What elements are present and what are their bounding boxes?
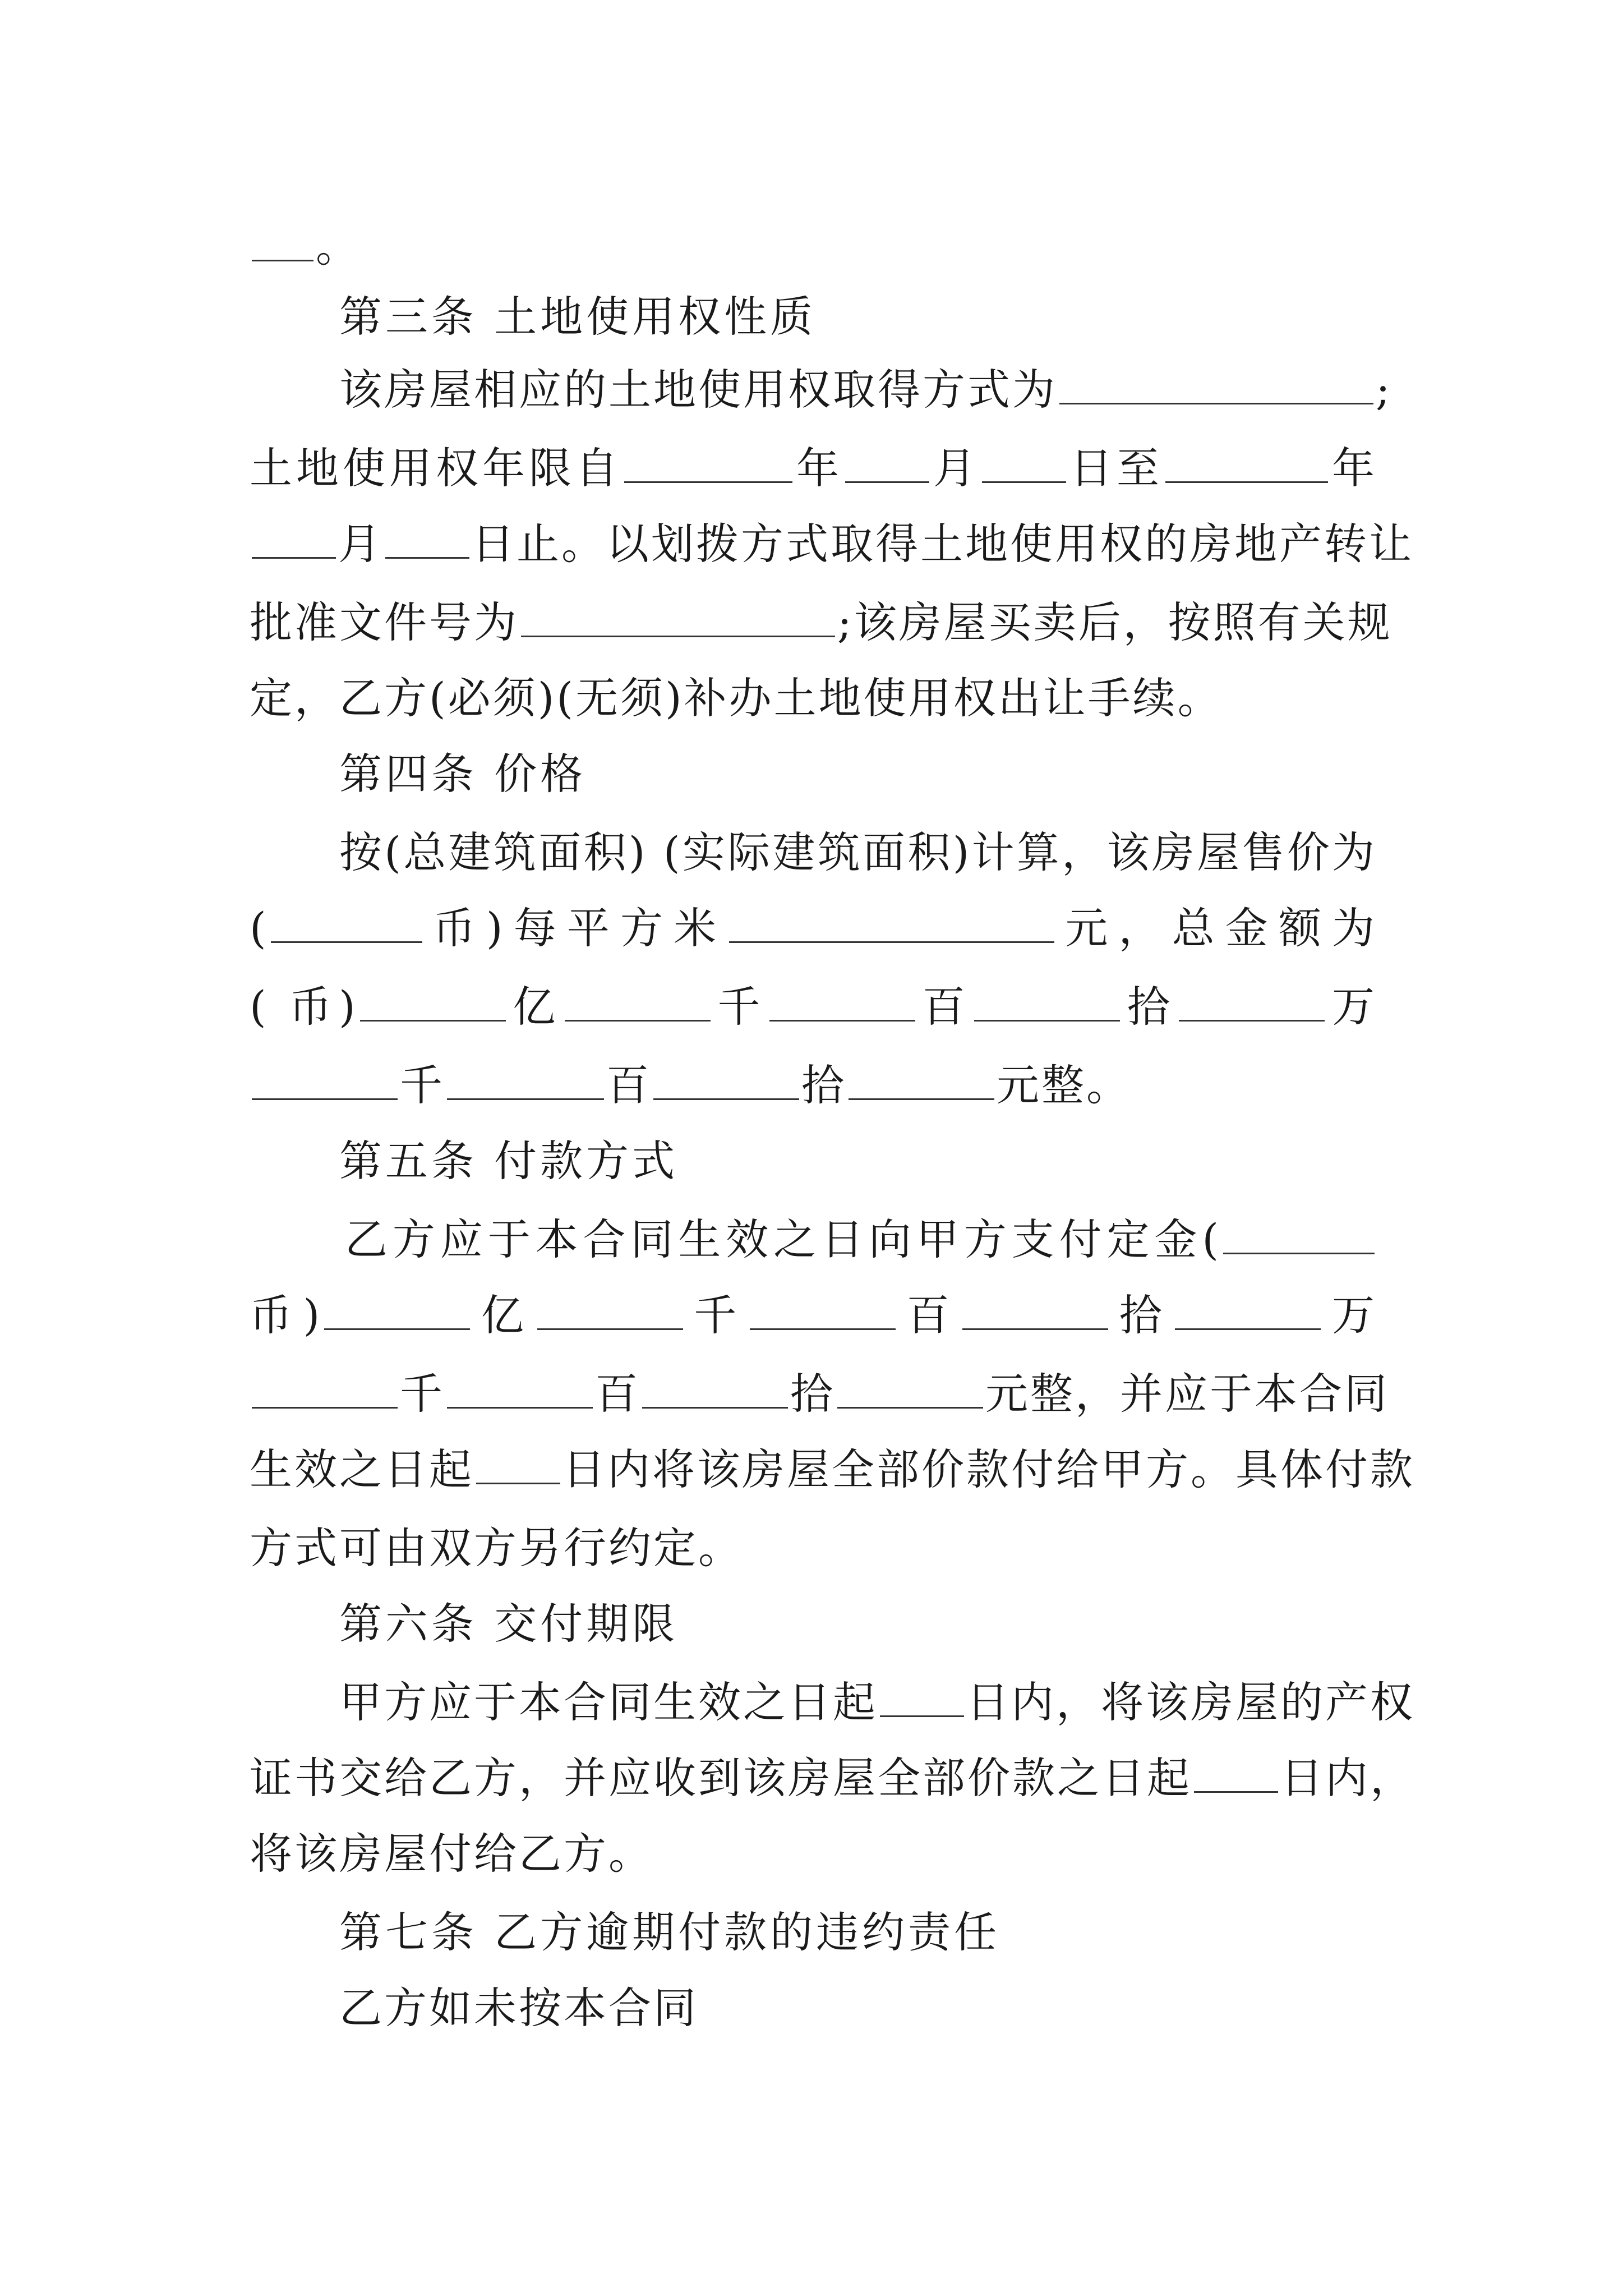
text-line bbox=[345, 1212, 1377, 1268]
text-line: 乙方如未按本合同 bbox=[339, 1983, 698, 2033]
fill-blank bbox=[845, 442, 929, 483]
fill-blank bbox=[252, 518, 336, 559]
fill-blank bbox=[271, 902, 422, 943]
line-text: 币) bbox=[250, 1290, 322, 1340]
text-line bbox=[250, 1442, 1415, 1498]
article-heading: 第七条 乙方逾期付款的违约责任 bbox=[339, 1907, 1000, 1957]
line-text: ;该房屋买卖后，按照有关规 bbox=[837, 597, 1393, 647]
line-text: 甲方应于本合同生效之日起 bbox=[339, 1677, 878, 1727]
line-text: ; bbox=[1376, 365, 1393, 415]
fill-blank bbox=[880, 1676, 964, 1717]
line-text: 拾 bbox=[790, 1369, 835, 1419]
line-text: 亿 bbox=[472, 1290, 535, 1340]
text-line bbox=[250, 1057, 1377, 1114]
fill-blank bbox=[729, 902, 1054, 943]
line-text: 千 bbox=[400, 1369, 445, 1419]
fill-blank bbox=[252, 1368, 398, 1409]
fill-blank bbox=[537, 1289, 683, 1330]
line-text: 日止。以划拨方式取得土地使用权的房地产转让 bbox=[472, 519, 1414, 569]
line-text: 元整，并应于本合同 bbox=[985, 1369, 1389, 1419]
line-text: 拾 bbox=[1110, 1290, 1173, 1340]
line-text: 元整。 bbox=[997, 1060, 1131, 1110]
line-text: 千 bbox=[712, 982, 768, 1032]
line-text: 币)每平方米 bbox=[424, 903, 727, 953]
line-text: 百 bbox=[595, 1369, 640, 1419]
text-line bbox=[339, 362, 1393, 418]
line-text: 百 bbox=[606, 1060, 651, 1110]
fill-blank bbox=[982, 442, 1066, 483]
text-line bbox=[250, 516, 1414, 572]
text-line bbox=[250, 1366, 1389, 1422]
article-heading: 第三条 土地使用权性质 bbox=[339, 292, 817, 342]
line-text: 月 bbox=[932, 443, 980, 493]
text-line: 定，乙方(必须)(无须)补办土地使用权出让手续。 bbox=[250, 673, 1223, 723]
fill-blank bbox=[1179, 981, 1325, 1022]
line-text: 土地使用权年限自 bbox=[250, 443, 622, 493]
fill-blank bbox=[1165, 442, 1328, 483]
article-heading: 第五条 付款方式 bbox=[339, 1136, 679, 1186]
article-heading: 第六条 交付期限 bbox=[339, 1599, 679, 1649]
fill-blank bbox=[837, 1368, 983, 1409]
text-line bbox=[339, 1674, 1415, 1731]
fill-blank bbox=[624, 442, 792, 483]
line-text: 万 bbox=[1327, 982, 1377, 1032]
text-line bbox=[250, 595, 1393, 651]
fill-blank bbox=[447, 1059, 604, 1100]
line-text: 百 bbox=[917, 982, 972, 1032]
line-text: 月 bbox=[338, 519, 383, 569]
text-line bbox=[250, 979, 1377, 1035]
fill-blank bbox=[962, 1289, 1108, 1330]
line-text: 该房屋相应的土地使用权取得方式为 bbox=[339, 365, 1057, 415]
fill-blank bbox=[252, 220, 313, 261]
line-text: 乙方应于本合同生效之日向甲方支付定金( bbox=[345, 1214, 1221, 1264]
text-line bbox=[250, 900, 1377, 956]
fill-blank bbox=[324, 1289, 470, 1330]
text-line: 按(总建筑面积) (实际建筑面积)计算，该房屋售价为 bbox=[339, 827, 1377, 877]
text-line bbox=[250, 440, 1377, 496]
line-text: 拾 bbox=[801, 1060, 846, 1110]
fill-blank bbox=[642, 1368, 788, 1409]
line-text: 元，总金额为 bbox=[1057, 903, 1377, 953]
fill-blank bbox=[1223, 1213, 1375, 1254]
fill-blank bbox=[565, 981, 711, 1022]
line-text: 千 bbox=[400, 1060, 445, 1110]
line-text: 百 bbox=[897, 1290, 961, 1340]
fill-blank bbox=[476, 1443, 560, 1484]
line-text: 。 bbox=[316, 222, 361, 272]
fill-blank bbox=[1059, 364, 1373, 404]
fill-blank bbox=[750, 1289, 896, 1330]
line-text: 日至 bbox=[1068, 443, 1163, 493]
line-text: 千 bbox=[685, 1290, 748, 1340]
line-text: ( bbox=[250, 903, 269, 953]
text-line bbox=[250, 1750, 1415, 1806]
line-text: 日内， bbox=[1280, 1753, 1415, 1803]
fill-blank bbox=[974, 981, 1120, 1022]
line-text: 生效之日起 bbox=[250, 1444, 474, 1494]
article-heading: 第四条 价格 bbox=[339, 749, 587, 799]
fill-blank bbox=[360, 981, 506, 1022]
fill-blank bbox=[1194, 1752, 1278, 1793]
text-line: 将该房屋付给乙方。 bbox=[250, 1829, 653, 1879]
line-text: 日内，将该房屋的产权 bbox=[966, 1677, 1415, 1727]
fill-blank bbox=[849, 1059, 994, 1100]
fill-blank bbox=[769, 981, 915, 1022]
fill-blank bbox=[521, 596, 835, 637]
line-text: 证书交给乙方，并应收到该房屋全部价款之日起 bbox=[250, 1753, 1192, 1803]
fill-blank bbox=[1175, 1289, 1321, 1330]
fill-blank bbox=[653, 1059, 799, 1100]
line-text: 亿 bbox=[508, 982, 562, 1032]
line-text: 批准文件号为 bbox=[250, 597, 519, 647]
line-text: 年 bbox=[1330, 443, 1377, 493]
line-text: 拾 bbox=[1122, 982, 1177, 1032]
line-text: 日内将该房屋全部价款付给甲方。具体付款 bbox=[562, 1444, 1415, 1494]
text-line: 方式可由双方另行约定。 bbox=[250, 1523, 743, 1573]
fill-blank bbox=[385, 518, 469, 559]
text-line bbox=[250, 219, 1377, 275]
line-text: 年 bbox=[795, 443, 843, 493]
fill-blank bbox=[252, 1059, 398, 1100]
line-text: 万 bbox=[1323, 1290, 1377, 1340]
fill-blank bbox=[447, 1368, 593, 1409]
line-text: ( 币) bbox=[250, 982, 358, 1032]
text-line bbox=[250, 1287, 1377, 1343]
